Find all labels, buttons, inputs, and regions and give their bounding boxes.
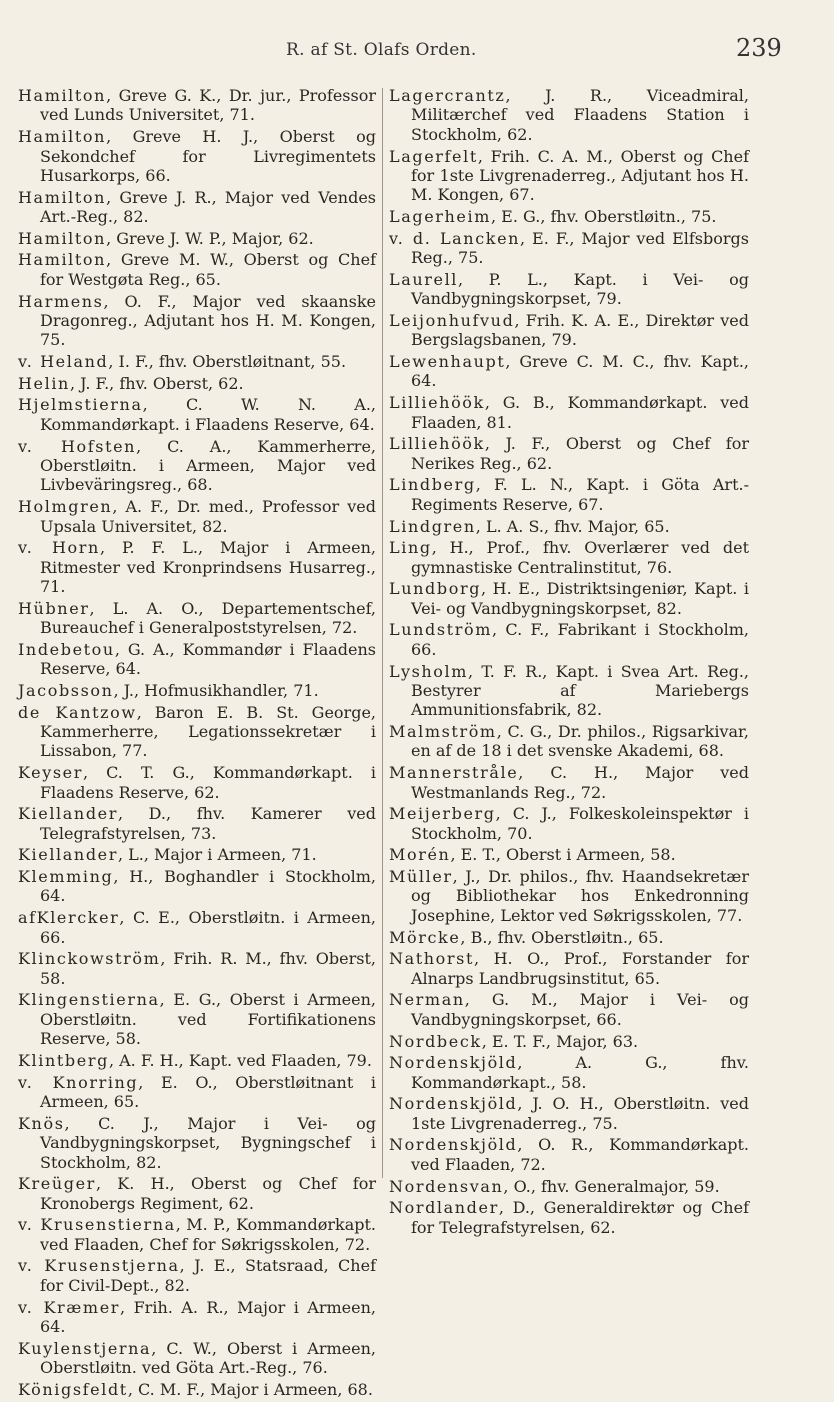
register-entry	[389, 1198, 749, 1237]
entry-description: , C. H., Major ved Westmanlands Reg., 72.	[411, 763, 749, 802]
register-entry	[389, 538, 749, 577]
entry-name: Nordenskjöld	[389, 1053, 518, 1073]
register-entry	[18, 292, 376, 350]
register-entry	[18, 599, 376, 638]
entry-name: Keyser	[18, 763, 83, 783]
entry-name: Lysholm	[389, 661, 469, 681]
entry-name: Hamilton	[18, 250, 107, 270]
entry-name: Laurell	[389, 269, 459, 289]
page-number: 239	[736, 34, 782, 62]
entry-description: , J. E., Statsraad, Chef for Civil-Dept., 82.	[40, 1256, 376, 1295]
entry-name: v. Knorring	[18, 1072, 139, 1092]
entry-description: , E. T. F., Major, 63.	[481, 1031, 639, 1051]
register-entry	[18, 1298, 376, 1337]
entry-description: , D., fhv. Kamerer ved Telegrafstyrelsen, 73.	[40, 804, 376, 843]
register-entry	[389, 517, 749, 536]
entry-name: v. Horn	[18, 538, 100, 558]
entry-name: Klemming	[18, 867, 114, 887]
entry-name: Lagerfelt	[389, 146, 478, 166]
entry-description: , Greve C. M. C., fhv. Kapt., 64.	[411, 352, 749, 391]
register-entry	[389, 1032, 749, 1051]
entry-name: Lilliehöök	[389, 434, 485, 454]
register-entry	[18, 1256, 376, 1295]
entry-name: Malmström	[389, 722, 497, 742]
left-column	[18, 86, 376, 1402]
register-entry	[18, 497, 376, 536]
entry-name: Lindberg	[389, 475, 476, 495]
entry-name: Müller	[389, 867, 453, 887]
entry-description: , O., fhv. Generalmajor, 59.	[503, 1176, 720, 1196]
entry-name: Lewenhaupt	[389, 352, 506, 372]
entry-description: , O. F., Major ved skaanske Dragonreg., Adjutant hos H. M. Kongen, 75.	[40, 291, 376, 350]
right-column	[389, 86, 749, 1239]
register-entry	[389, 990, 749, 1029]
entry-name: v. d. Lancken	[389, 228, 521, 248]
entry-name: Kiellander	[18, 804, 118, 824]
entry-description: , P. L., Kapt. i Vei- og Vandbygningskorpset, 79.	[411, 269, 749, 309]
entry-name: Königsfeldt	[18, 1379, 128, 1399]
register-entry	[18, 86, 376, 125]
register-entry	[389, 763, 749, 802]
entry-name: Lundborg	[389, 579, 482, 599]
entry-description: , K. H., Oberst og Chef for Kronobergs Regiment, 62.	[40, 1174, 376, 1213]
register-entry	[18, 867, 376, 906]
entry-description: , L. A. O., Departementschef, Bureauchef i Generalpoststyrelsen, 72.	[40, 598, 376, 638]
register-entry	[18, 127, 376, 185]
register-entry	[18, 1051, 376, 1070]
entry-name: Indebetou	[18, 639, 115, 659]
entry-name: Nerman	[389, 990, 465, 1010]
entry-name: de Kantzow	[18, 702, 137, 722]
register-entry	[18, 1114, 376, 1172]
entry-description: , J. R., Viceadmiral, Militærchef ved Flaadens Station i Stockholm, 62.	[411, 86, 749, 144]
entry-name: Klinckowström	[18, 949, 161, 969]
register-entry	[18, 640, 376, 679]
register-entry	[18, 763, 376, 802]
entry-name: Meijerberg	[389, 804, 496, 824]
entry-description: , Greve H. J., Oberst og Sekondchef for Livregimentets Husarkorps, 66.	[40, 127, 376, 185]
register-entry	[389, 1135, 749, 1174]
entry-name: Hamilton	[18, 228, 107, 248]
register-entry	[18, 229, 376, 248]
entry-description: , B., fhv. Oberstløitn., 65.	[460, 927, 664, 947]
register-entry	[18, 1215, 376, 1254]
entry-description: , T. F. R., Kapt. i Svea Art. Reg., Bestyrer af Mariebergs Ammunitionsfabrik, 82.	[411, 661, 749, 720]
register-entry	[18, 804, 376, 843]
column-divider	[382, 88, 383, 1178]
entry-description: , C. W., Oberst i Armeen, Oberstløitn. ved Göta Art.-Reg., 76.	[40, 1338, 376, 1378]
entry-name: Mörcke	[389, 927, 461, 947]
register-entry	[389, 86, 749, 144]
register-entry	[18, 395, 376, 434]
register-entry	[389, 393, 749, 432]
entry-description: , E. F., Major ved Elfsborgs Reg., 75.	[411, 228, 749, 268]
entry-name: v. Kræmer	[18, 1297, 121, 1317]
register-entry	[18, 538, 376, 596]
entry-name: Nordenskjöld	[389, 1135, 518, 1155]
register-entry	[389, 434, 749, 473]
entry-description: , A. G., fhv. Kommandørkapt., 58.	[411, 1053, 749, 1092]
entry-name: v. Hofsten	[18, 436, 137, 456]
entry-name: v. Heland	[18, 352, 109, 372]
entry-description: , J. F., Oberst og Chef for Nerikes Reg., 62.	[411, 434, 749, 473]
register-entry	[18, 250, 376, 289]
register-entry	[389, 147, 749, 205]
entry-name: Hamilton	[18, 86, 107, 105]
entry-description: , P. F. L., Major i Armeen, Ritmester ved Kronprindsens Husarreg., 71.	[40, 538, 376, 597]
register-entry	[389, 270, 749, 309]
entry-description: , Greve J. W. P., Major, 62.	[106, 228, 314, 248]
entry-name: Lundström	[389, 620, 492, 640]
entry-name: Kreüger	[18, 1174, 96, 1194]
entry-name: Holmgren	[18, 497, 113, 517]
entry-description: , C. T. G., Kommandørkapt. i Flaadens Reserve, 62.	[40, 763, 376, 802]
entry-description: , G. B., Kommandørkapt. ved Flaaden, 81.	[411, 393, 749, 432]
entry-description: , C. J., Folkeskoleinspektør i Stockholm, 70.	[411, 804, 749, 843]
register-entry	[18, 990, 376, 1048]
register-entry	[18, 1339, 376, 1378]
entry-description: , H. O., Prof., Forstander for Alnarps Landbrugsinstitut, 65.	[411, 949, 749, 988]
entry-description: , M. P., Kommandørkapt. ved Flaaden, Chef for Søkrigsskolen, 72.	[40, 1215, 376, 1254]
entry-description: , Frih. C. A. M., Oberst og Chef for 1ste Livgrenaderreg., Adjutant hos H. M. Kongen, 67.	[411, 146, 749, 205]
entry-description: , G. M., Major i Vei- og Vandbygningskorpset, 66.	[411, 990, 749, 1029]
register-entry	[18, 188, 376, 227]
register-entry	[389, 867, 749, 925]
entry-name: Knös	[18, 1113, 65, 1133]
register-entry	[18, 1073, 376, 1112]
entry-name: Lagerheim	[389, 207, 491, 227]
entry-description: , C. J., Major i Vei- og Vandbygningskorpset, Bygningschef i Stockholm, 82.	[40, 1113, 376, 1172]
register-entry	[389, 928, 749, 947]
register-entry	[18, 352, 376, 371]
entry-name: afKlercker	[18, 908, 120, 928]
entry-name: Hamilton	[18, 187, 107, 207]
register-entry	[389, 229, 749, 268]
register-entry	[389, 1094, 749, 1133]
entry-description: , I. F., fhv. Oberstløitnant, 55.	[108, 352, 347, 372]
entry-description: , O. R., Kommandørkapt. ved Flaaden, 72.	[411, 1135, 749, 1174]
register-entry	[18, 703, 376, 761]
entry-name: Hamilton	[18, 127, 107, 147]
entry-description: , J., Hofmusikhandler, 71.	[113, 680, 319, 700]
register-entry	[389, 804, 749, 843]
entry-description: , A. F., Dr. med., Professor ved Upsala Universitet, 82.	[40, 497, 376, 536]
register-entry	[18, 437, 376, 495]
entry-name: Leijonhufvud	[389, 310, 515, 330]
running-title: R. af St. Olafs Orden.	[286, 40, 477, 60]
entry-name: Lilliehöök	[389, 393, 485, 413]
register-entry	[18, 908, 376, 947]
register-entry	[389, 620, 749, 659]
entry-name: Harmens	[18, 291, 104, 311]
register-entry	[18, 681, 376, 700]
entry-description: , G. A., Kommandør i Flaadens Reserve, 64.	[40, 639, 376, 679]
entry-description: , Frih. R. M., fhv. Oberst, 58.	[40, 949, 376, 988]
entry-description: , J. O. H., Oberstløitn. ved 1ste Livgrenaderreg., 75.	[411, 1094, 749, 1133]
entry-description: , E. T., Oberst i Armeen, 58.	[450, 845, 676, 865]
entry-description: , Baron E. B. St. George, Kammerherre, Legationssekretær i Lissabon, 77.	[40, 702, 377, 761]
register-entry	[389, 352, 749, 391]
entry-name: Kuylenstjerna	[18, 1338, 152, 1358]
entry-description: , C. F., Fabrikant i Stockholm, 66.	[411, 620, 749, 659]
entry-description: , J., Dr. philos., fhv. Haandsekretær og Bibliothekar hos Enkedronning Josephine, Lektor ved Søkrigsskolen, 77.	[411, 867, 749, 925]
entry-description: , H., Prof., fhv. Overlærer ved det gymnastiske Centralinstitut, 76.	[411, 538, 749, 577]
entry-description: , Greve M. W., Oberst og Chef for Westgøta Reg., 65.	[40, 250, 376, 289]
register-entry	[389, 311, 749, 350]
entry-description: , E. O., Oberstløitnant i Armeen, 65.	[40, 1072, 376, 1112]
entry-description: , Frih. K. A. E., Direktør ved Bergslagsbanen, 79.	[411, 310, 749, 350]
page-header	[0, 34, 834, 64]
entry-name: v. Krusenstierna	[18, 1215, 176, 1235]
entry-name: Nordlander	[389, 1198, 499, 1218]
entry-name: Klingenstierna	[18, 990, 160, 1010]
entry-name: Nathorst	[389, 949, 474, 969]
entry-name: Lindgren	[389, 516, 476, 536]
entry-description: , C. W. N. A., Kommandørkapt. i Flaadens Reserve, 64.	[40, 395, 376, 434]
register-entry	[389, 662, 749, 720]
entry-name: Lagercrantz	[389, 86, 506, 105]
register-entry	[389, 579, 749, 618]
register-entry	[389, 845, 749, 864]
register-entry	[18, 949, 376, 988]
entry-name: Kiellander	[18, 845, 118, 865]
register-entry	[389, 949, 749, 988]
entry-description: , J. F., fhv. Oberst, 62.	[69, 373, 244, 393]
entry-name: Helin	[18, 373, 70, 393]
register-entry	[389, 1053, 749, 1092]
entry-description: , Greve G. K., Dr. jur., Professor ved Lunds Universitet, 71.	[40, 86, 376, 125]
entry-name: Ling	[389, 538, 432, 558]
entry-name: Klintberg	[18, 1050, 109, 1070]
entry-description: , L. A. S., fhv. Major, 65.	[475, 516, 670, 536]
entry-name: Nordbeck	[389, 1031, 482, 1051]
entry-name: Nordenskjöld	[389, 1094, 518, 1114]
entry-description: , L., Major i Armeen, 71.	[117, 845, 317, 865]
entry-description: , C. M. F., Major i Armeen, 68.	[127, 1379, 373, 1399]
register-entry	[389, 722, 749, 761]
entry-name: Hübner	[18, 598, 90, 618]
entry-name: Hjelmstierna	[18, 395, 143, 415]
register-entry	[18, 1380, 376, 1399]
entry-description: , A. F. H., Kapt. ved Flaaden, 79.	[108, 1050, 372, 1070]
entry-name: Jacobsson	[18, 680, 114, 700]
entry-description: , H., Boghandler i Stockholm, 64.	[40, 867, 376, 906]
entry-description: , C. G., Dr. philos., Rigsarkivar, en af de 18 i det svenske Akademi, 68.	[411, 722, 749, 761]
entry-name: Morén	[389, 845, 451, 865]
entry-description: , F. L. N., Kapt. i Göta Art.-Regiments Reserve, 67.	[411, 475, 749, 514]
entry-name: Mannerstråle	[389, 763, 519, 783]
entry-description: , Frih. A. R., Major i Armeen, 64.	[40, 1297, 376, 1336]
entry-description: , E. G., fhv. Oberstløitn., 75.	[491, 207, 717, 227]
entry-description: , C. E., Oberstløitn. i Armeen, 66.	[40, 908, 376, 947]
register-entry	[389, 475, 749, 514]
entry-description: , H. E., Distriktsingeniør, Kapt. i Vei- og Vandbygningskorpset, 82.	[411, 579, 749, 618]
entry-description: , Greve J. R., Major ved Vendes Art.-Reg., 82.	[40, 187, 376, 227]
entry-description: , C. A., Kammerherre, Oberstløitn. i Armeen, Major ved Livbeväringsreg., 68.	[40, 436, 377, 495]
entry-description: , E. G., Oberst i Armeen, Oberstløitn. ved Fortifikationens Reserve, 58.	[40, 990, 376, 1049]
register-entry	[18, 845, 376, 864]
register-entry	[18, 374, 376, 393]
register-entry	[389, 1177, 749, 1196]
entry-name: v. Krusenstjerna	[18, 1256, 180, 1276]
register-entry	[18, 1174, 376, 1213]
entry-name: Nordensvan	[389, 1176, 504, 1196]
register-entry	[389, 207, 749, 226]
entry-description: , D., Generaldirektør og Chef for Telegrafstyrelsen, 62.	[411, 1198, 749, 1237]
